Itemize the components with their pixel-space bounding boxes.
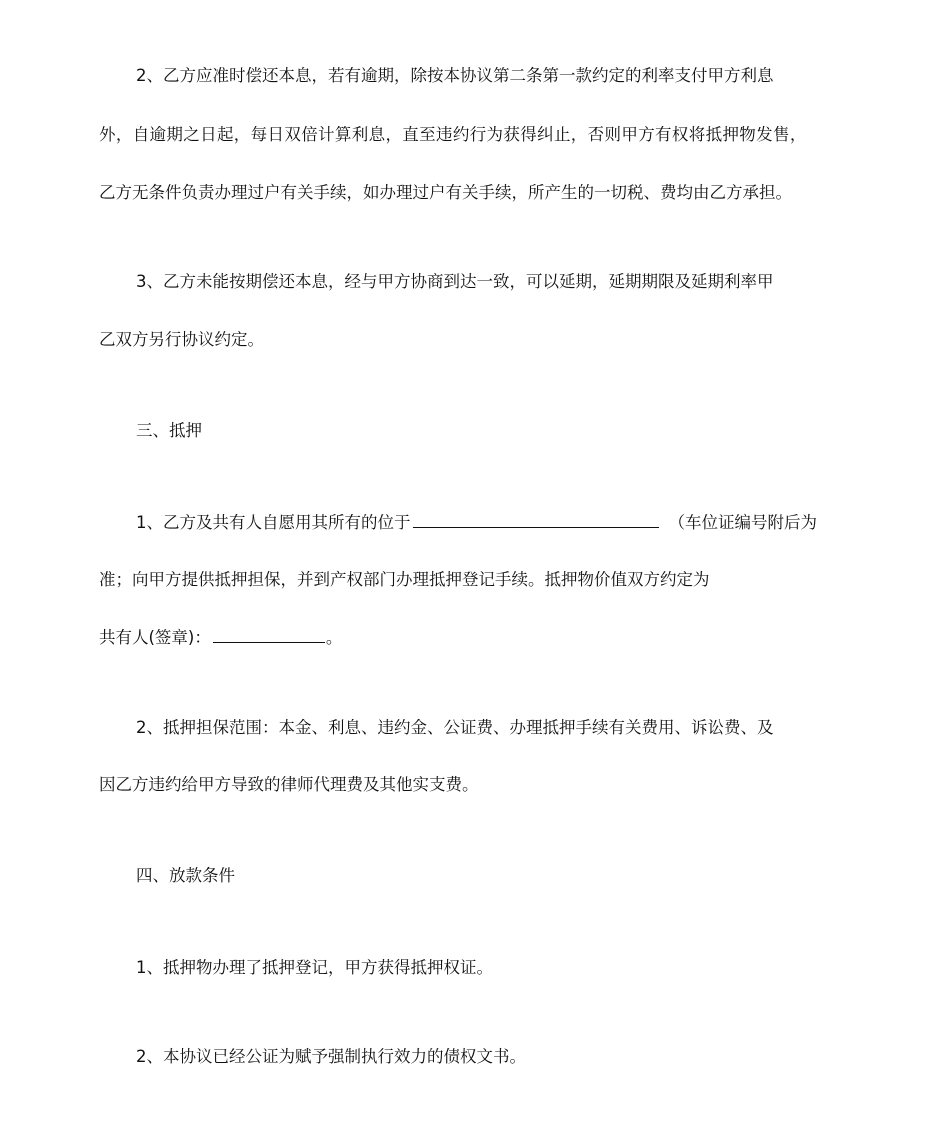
clause-3-line-2: 乙双方另行协议约定。: [99, 330, 264, 349]
clause-2-line-3: 乙方无条件负责办理过户有关手续，如办理过户有关手续，所产生的一切税、费均由乙方承担。: [99, 183, 792, 202]
section-heading-loan-conditions: 四、放款条件: [136, 866, 235, 885]
section-heading-mortgage: 三、抵押: [136, 421, 202, 440]
loan-condition-1: 1、抵押物办理了抵押登记，甲方获得抵押权证。: [136, 958, 493, 977]
mortgage-clause-1-line-3: [99, 626, 342, 649]
clause-2-line-2: 外，自逾期之日起，每日双倍计算利息，直至违约行为获得纠止，否则甲方有权将抵押物发售，: [99, 125, 807, 144]
clause-2-line-1: 2、乙方应准时偿还本息，若有逾期，除按本协议第二条第一款约定的利率支付甲方利息: [136, 66, 774, 85]
signature-blank-line: [213, 626, 325, 643]
signature-period: 。: [325, 628, 343, 647]
co-owner-signature-label: 共有人(签章)：: [99, 628, 211, 647]
clause-3-line-1: 3、乙方未能按期偿还本息，经与甲方协商到达一致，可以延期，延期期限及延期利率甲: [136, 272, 774, 291]
mortgage-clause-1-prefix: 1、乙方及共有人自愿用其所有的位于: [136, 513, 411, 532]
mortgage-clause-1-suffix: （车位证编号附后为: [668, 513, 817, 532]
mortgage-clause-2-line-1: 2、抵押担保范围：本金、利息、违约金、公证费、办理抵押手续有关费用、诉讼费、及: [136, 718, 774, 737]
mortgage-clause-2-line-2: 因乙方违约给甲方导致的律师代理费及其他实支费。: [99, 775, 479, 794]
mortgage-clause-1-line-2: 准；向甲方提供抵押担保，并到产权部门办理抵押登记手续。抵押物价值双方约定为: [99, 570, 710, 589]
location-blank-line: [413, 511, 659, 528]
mortgage-clause-1-line-1: [136, 511, 817, 534]
loan-condition-2: 2、本协议已经公证为赋予强制执行效力的债权文书。: [136, 1047, 526, 1066]
